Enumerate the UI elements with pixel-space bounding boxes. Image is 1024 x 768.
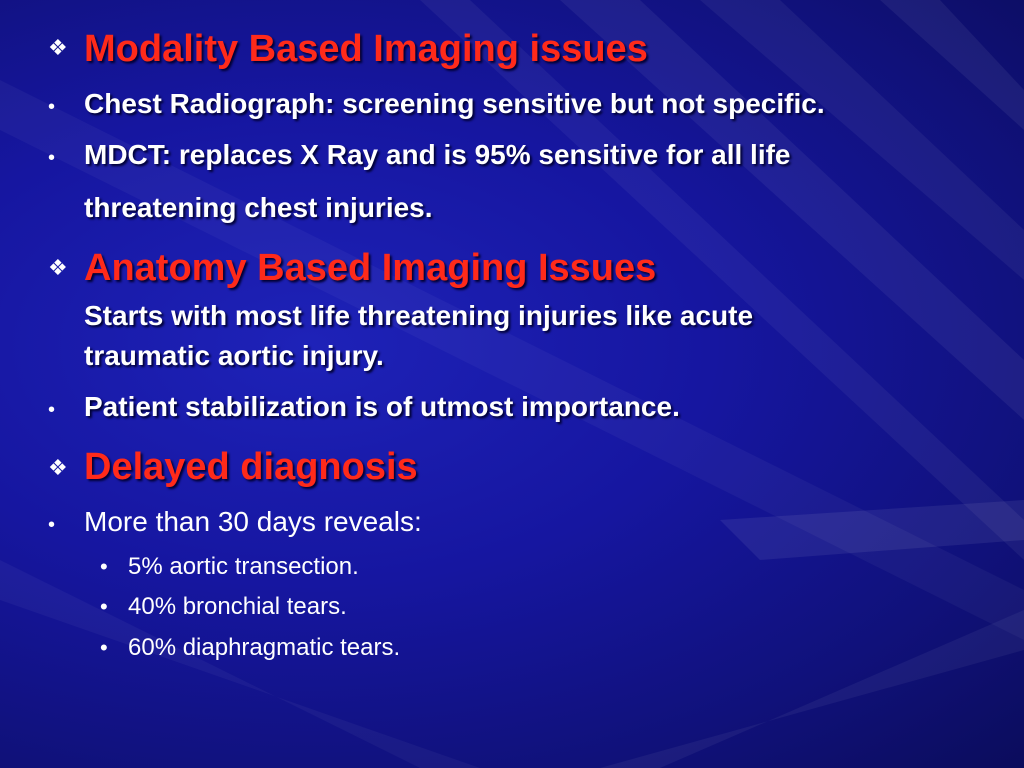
section-heading-modality: Modality Based Imaging issues — [84, 28, 648, 70]
section-text: traumatic aortic injury. — [84, 340, 384, 371]
sub-bullet-icon: • — [100, 635, 108, 660]
sub-bullet-icon: • — [100, 554, 108, 579]
bullet-icon: • — [48, 514, 56, 536]
section-diamond-icon: ❖ — [48, 256, 68, 281]
sub-bullet-text: 5% aortic transection. — [128, 553, 359, 580]
section-diamond-icon: ❖ — [48, 456, 68, 481]
section-diamond-icon: ❖ — [48, 36, 68, 61]
section-heading-delayed: Delayed diagnosis — [84, 446, 418, 488]
bullet-text: More than 30 days reveals: — [84, 506, 422, 537]
bullet-text: Chest Radiograph: screening sensitive but not specific. — [84, 88, 825, 119]
bullet-text: MDCT: replaces X Ray and is 95% sensitive for all life — [84, 139, 791, 170]
bullet-icon: • — [48, 147, 56, 169]
bullet-icon: • — [48, 399, 56, 421]
sub-bullet-icon: • — [100, 594, 108, 619]
section-heading-anatomy: Anatomy Based Imaging Issues — [84, 247, 657, 289]
bullet-icon: • — [48, 96, 56, 118]
bullet-text-continued: threatening chest injuries. — [84, 192, 433, 223]
sub-bullet-text: 40% bronchial tears. — [128, 593, 347, 620]
bullet-text: Patient stabilization is of utmost importance. — [84, 391, 680, 422]
sub-bullet-text: 60% diaphragmatic tears. — [128, 634, 401, 661]
section-text: Starts with most life threatening injuries like acute — [84, 300, 754, 331]
